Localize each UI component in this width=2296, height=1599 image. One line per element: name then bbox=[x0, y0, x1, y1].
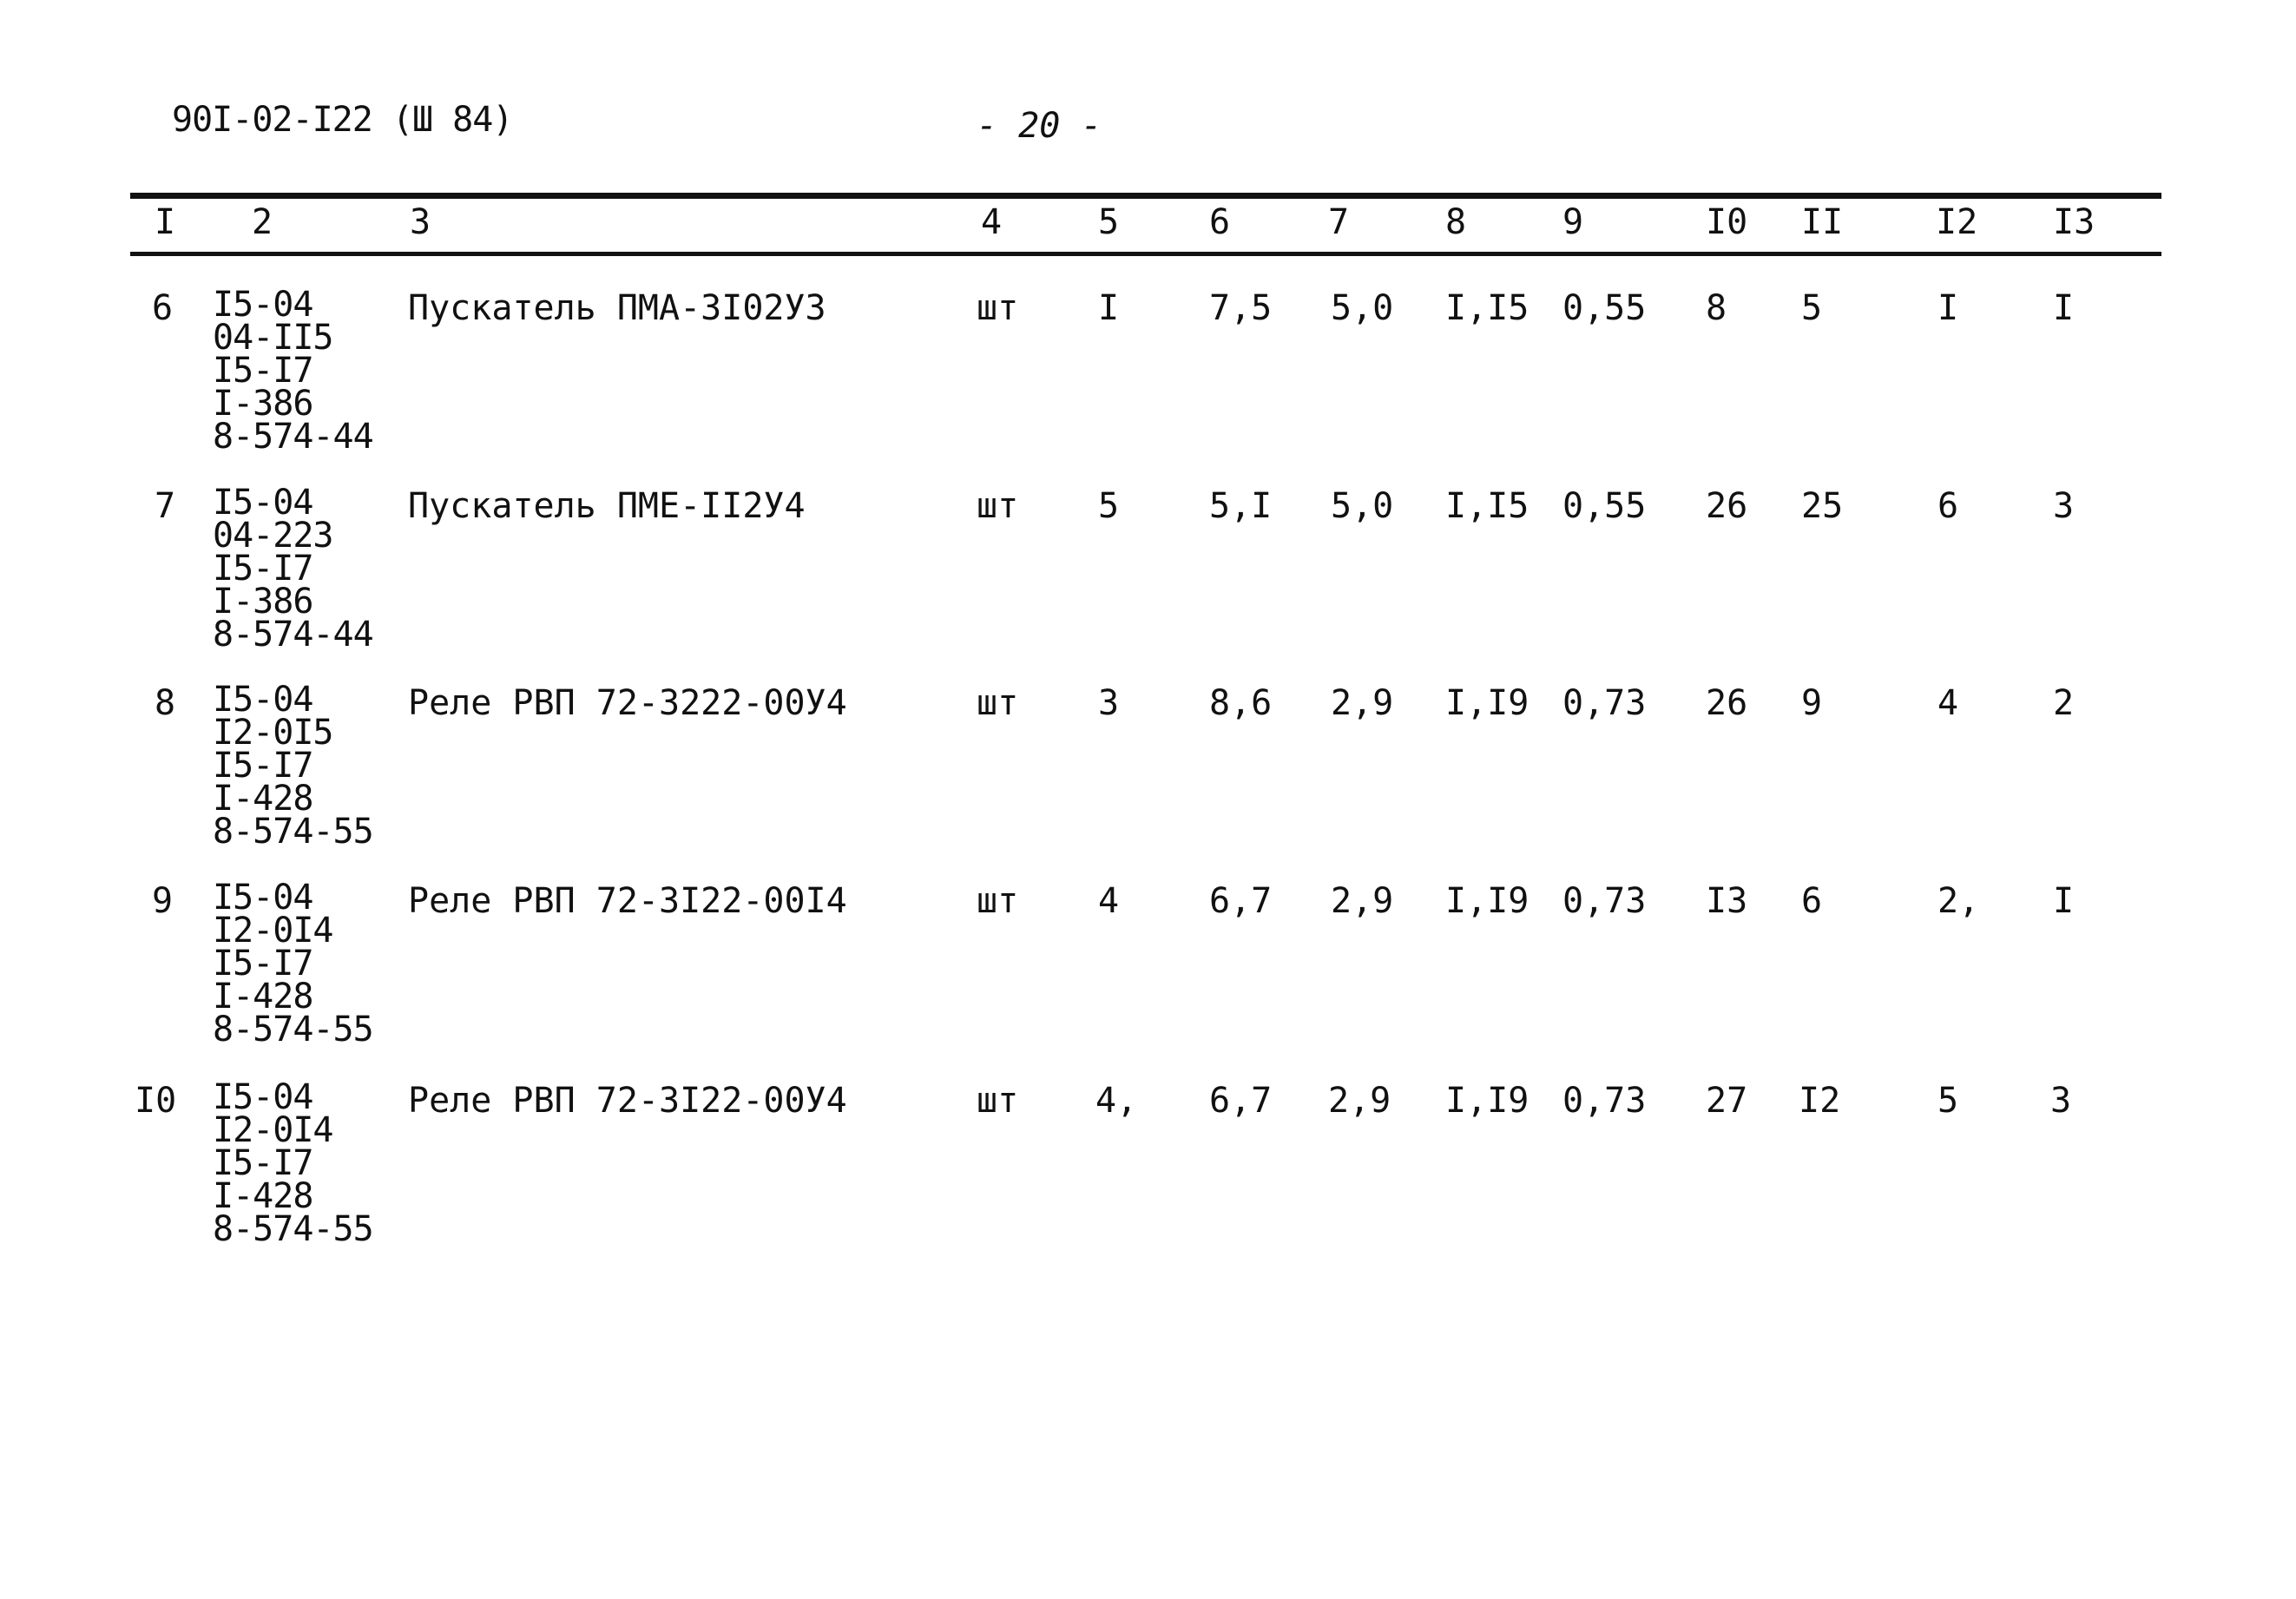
cell-col12: 6 bbox=[1937, 486, 1959, 526]
cell-col12: 2, bbox=[1937, 881, 1980, 921]
cell-col11: 25 bbox=[1801, 486, 1844, 526]
cell-col7: 2,9 bbox=[1331, 881, 1394, 921]
column-header-13: I3 bbox=[2053, 202, 2095, 242]
unit: шт bbox=[977, 683, 1019, 723]
row-number: I0 bbox=[135, 1081, 177, 1121]
column-header-7: 7 bbox=[1328, 202, 1350, 242]
row-number: 8 bbox=[155, 683, 176, 723]
column-header-11: II bbox=[1801, 202, 1844, 242]
cell-col5: 4, bbox=[1095, 1081, 1138, 1121]
column-header-10: I0 bbox=[1706, 202, 1748, 242]
cell-col7: 5,0 bbox=[1331, 288, 1394, 328]
item-name: Реле РВП 72-3I22-00У4 bbox=[408, 1081, 847, 1121]
cell-col13: 3 bbox=[2053, 486, 2075, 526]
cell-col7: 5,0 bbox=[1331, 486, 1394, 526]
cell-col11: 6 bbox=[1801, 881, 1823, 921]
cell-col9: 0,55 bbox=[1562, 486, 1647, 526]
column-header-5: 5 bbox=[1098, 202, 1120, 242]
cell-col8: I,I9 bbox=[1445, 1081, 1530, 1121]
cell-col6: 8,6 bbox=[1209, 683, 1273, 723]
cell-col8: I,I5 bbox=[1445, 288, 1530, 328]
normative-codes: I5-04 I2-0I5 I5-I7 I-428 8-574-55 bbox=[213, 680, 373, 852]
cell-col11: I2 bbox=[1799, 1081, 1841, 1121]
cell-col6: 7,5 bbox=[1209, 288, 1273, 328]
item-name: Реле РВП 72-3222-00У4 bbox=[408, 683, 847, 723]
cell-col12: 5 bbox=[1937, 1081, 1959, 1121]
cell-col13: I bbox=[2053, 288, 2075, 328]
cell-col13: I bbox=[2053, 881, 2075, 921]
cell-col7: 2,9 bbox=[1331, 683, 1394, 723]
cell-col6: 6,7 bbox=[1209, 1081, 1273, 1121]
table-row bbox=[0, 680, 2296, 874]
cell-col6: 5,I bbox=[1209, 486, 1273, 526]
cell-col10: I3 bbox=[1706, 881, 1748, 921]
row-number: 7 bbox=[155, 486, 176, 526]
row-number: 9 bbox=[152, 881, 174, 921]
cell-col5: 3 bbox=[1098, 683, 1120, 723]
cell-col13: 2 bbox=[2053, 683, 2075, 723]
table-row bbox=[0, 285, 2296, 479]
cell-col8: I,I5 bbox=[1445, 486, 1530, 526]
cell-col9: 0,73 bbox=[1562, 881, 1647, 921]
cell-col12: I bbox=[1937, 288, 1959, 328]
cell-col9: 0,73 bbox=[1562, 683, 1647, 723]
unit: шт bbox=[977, 1081, 1019, 1121]
table-row bbox=[0, 483, 2296, 677]
page-number: - 20 - bbox=[977, 106, 1102, 146]
document-code: 90I-02-I22 (Ш 84) bbox=[172, 100, 513, 140]
item-name: Реле РВП 72-3I22-00I4 bbox=[408, 881, 847, 921]
cell-col10: 8 bbox=[1706, 288, 1727, 328]
cell-col5: I bbox=[1098, 288, 1120, 328]
column-header-3: 3 bbox=[410, 202, 431, 242]
cell-col8: I,I9 bbox=[1445, 683, 1530, 723]
normative-codes: I5-04 04-II5 I5-I7 I-386 8-574-44 bbox=[213, 285, 373, 457]
cell-col10: 27 bbox=[1706, 1081, 1748, 1121]
item-name: Пускатель ПМА-3I02У3 bbox=[408, 288, 826, 328]
normative-codes: I5-04 I2-0I4 I5-I7 I-428 8-574-55 bbox=[213, 878, 373, 1050]
item-name: Пускатель ПМЕ-II2У4 bbox=[408, 486, 806, 526]
cell-col10: 26 bbox=[1706, 683, 1748, 723]
unit: шт bbox=[977, 486, 1019, 526]
table-row bbox=[0, 1077, 2296, 1272]
cell-col6: 6,7 bbox=[1209, 881, 1273, 921]
cell-col11: 5 bbox=[1801, 288, 1823, 328]
cell-col9: 0,55 bbox=[1562, 288, 1647, 328]
cell-col13: 3 bbox=[2050, 1081, 2072, 1121]
cell-col8: I,I9 bbox=[1445, 881, 1530, 921]
column-header-4: 4 bbox=[981, 202, 1003, 242]
cell-col10: 26 bbox=[1706, 486, 1748, 526]
normative-codes: I5-04 04-223 I5-I7 I-386 8-574-44 bbox=[213, 483, 373, 655]
table-row bbox=[0, 878, 2296, 1072]
cell-col5: 4 bbox=[1098, 881, 1120, 921]
table-header-rule bbox=[130, 252, 2161, 256]
cell-col7: 2,9 bbox=[1328, 1081, 1391, 1121]
row-number: 6 bbox=[152, 288, 174, 328]
unit: шт bbox=[977, 288, 1019, 328]
cell-col12: 4 bbox=[1937, 683, 1959, 723]
table-top-rule bbox=[130, 193, 2161, 199]
column-header-6: 6 bbox=[1209, 202, 1231, 242]
unit: шт bbox=[977, 881, 1019, 921]
column-header-9: 9 bbox=[1562, 202, 1584, 242]
column-header-8: 8 bbox=[1445, 202, 1467, 242]
column-header-2: 2 bbox=[252, 202, 273, 242]
normative-codes: I5-04 I2-0I4 I5-I7 I-428 8-574-55 bbox=[213, 1077, 373, 1249]
cell-col11: 9 bbox=[1801, 683, 1823, 723]
column-header-12: I2 bbox=[1936, 202, 1978, 242]
cell-col5: 5 bbox=[1098, 486, 1120, 526]
cell-col9: 0,73 bbox=[1562, 1081, 1647, 1121]
column-header-1: I bbox=[155, 202, 176, 242]
